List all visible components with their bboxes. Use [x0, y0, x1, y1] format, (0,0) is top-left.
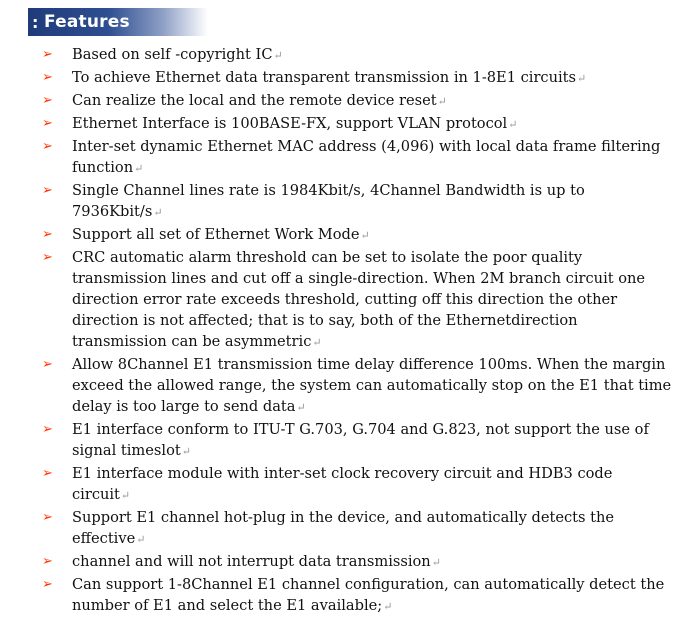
return-mark-icon: ↵ [431, 556, 441, 569]
feature-text: Support all set of Ethernet Work Mode [72, 226, 360, 243]
return-mark-icon: ↵ [437, 95, 447, 108]
feature-text: Can realize the local and the remote device reset [72, 92, 437, 109]
feature-text-wrap [72, 136, 672, 179]
feature-text: Inter-set dynamic Ethernet MAC address (4,096) with local data frame filtering function [72, 138, 661, 176]
arrow-bullet-icon: ➢ [42, 183, 53, 198]
feature-item [42, 507, 672, 550]
return-mark-icon: ↵ [360, 229, 370, 242]
feature-text-wrap [72, 224, 370, 246]
return-mark-icon: ↵ [181, 445, 191, 458]
arrow-bullet-icon: ➢ [42, 250, 53, 265]
arrow-bullet-icon: ➢ [42, 357, 53, 372]
feature-item [42, 44, 672, 66]
feature-text-wrap [72, 247, 672, 353]
return-mark-icon: ↵ [134, 162, 144, 175]
feature-text: Support E1 channel hot-plug in the device, and automatically detects the effective [72, 509, 615, 547]
arrow-bullet-icon: ➢ [42, 466, 53, 481]
feature-text: Ethernet Interface is 100BASE-FX, support VLAN protocol [72, 115, 508, 132]
feature-text: Based on self -copyright IC [72, 46, 273, 63]
feature-text: Single Channel lines rate is 1984Kbit/s, 4Channel Bandwidth is up to 7936Kbit/s [72, 182, 585, 220]
return-mark-icon: ↵ [273, 49, 283, 62]
return-mark-icon: ↵ [508, 118, 518, 131]
feature-text-wrap [72, 354, 672, 418]
feature-item [42, 247, 672, 353]
feature-item [42, 180, 672, 223]
feature-item [42, 136, 672, 179]
return-mark-icon: ↵ [296, 401, 306, 414]
arrow-bullet-icon: ➢ [42, 93, 53, 108]
feature-item [42, 574, 672, 617]
header-dots: : [32, 12, 39, 32]
arrow-bullet-icon: ➢ [42, 510, 53, 525]
return-mark-icon: ↵ [153, 206, 163, 219]
feature-item [42, 419, 672, 462]
feature-text: To achieve Ethernet data transparent transmission in 1-8E1 circuits [72, 69, 577, 86]
feature-text-wrap [72, 574, 672, 617]
feature-text-wrap [72, 419, 672, 462]
feature-item [42, 551, 672, 573]
arrow-bullet-icon: ➢ [42, 70, 53, 85]
feature-text: Can support 1-8Channel E1 channel configuration, can automatically detect the number of E1 and select the E1 available; [72, 576, 665, 614]
feature-item [42, 113, 672, 135]
feature-text: Allow 8Channel E1 transmission time delay difference 100ms. When the margin exceed the allowed range, the system can automatically stop on the E1 that time delay is too large to send data [72, 356, 672, 415]
return-mark-icon: ↵ [312, 336, 322, 349]
arrow-bullet-icon: ➢ [42, 554, 53, 569]
feature-item [42, 224, 672, 246]
feature-text: channel and will not interrupt data transmission [72, 553, 431, 570]
feature-text-wrap [72, 180, 672, 223]
return-mark-icon: ↵ [577, 72, 587, 85]
feature-text: CRC automatic alarm threshold can be set to isolate the poor quality transmission lines and cut off a single-direction. When 2M branch circuit one direction error rate exceeds threshold, cutting off this direction the other direction is not affected; that is to say, both of the Ethernetdirection transmission can be asymmetric [72, 249, 646, 350]
feature-text-wrap [72, 44, 283, 66]
arrow-bullet-icon: ➢ [42, 227, 53, 242]
arrow-bullet-icon: ➢ [42, 116, 53, 131]
arrow-bullet-icon: ➢ [42, 47, 53, 62]
feature-text: E1 interface module with inter-set clock recovery circuit and HDB3 code circuit [72, 465, 613, 503]
feature-list [42, 44, 672, 618]
section-title: Features [44, 12, 130, 32]
feature-item [42, 463, 672, 506]
arrow-bullet-icon: ➢ [42, 139, 53, 154]
feature-item [42, 67, 672, 89]
feature-text-wrap [72, 67, 586, 89]
return-mark-icon: ↵ [120, 489, 131, 502]
feature-text: E1 interface conform to ITU-T G.703, G.704 and G.823, not support the use of signal timeslot [72, 421, 649, 459]
arrow-bullet-icon: ➢ [42, 577, 53, 592]
feature-text-wrap [72, 551, 441, 573]
feature-text-wrap [72, 113, 517, 135]
return-mark-icon: ↵ [136, 533, 146, 546]
feature-text-wrap [72, 507, 672, 550]
section-header [28, 8, 208, 36]
feature-item [42, 354, 672, 418]
feature-text-wrap [72, 90, 447, 112]
arrow-bullet-icon: ➢ [42, 422, 53, 437]
feature-text-wrap [72, 463, 672, 506]
return-mark-icon: ↵ [383, 600, 393, 613]
feature-item [42, 90, 672, 112]
